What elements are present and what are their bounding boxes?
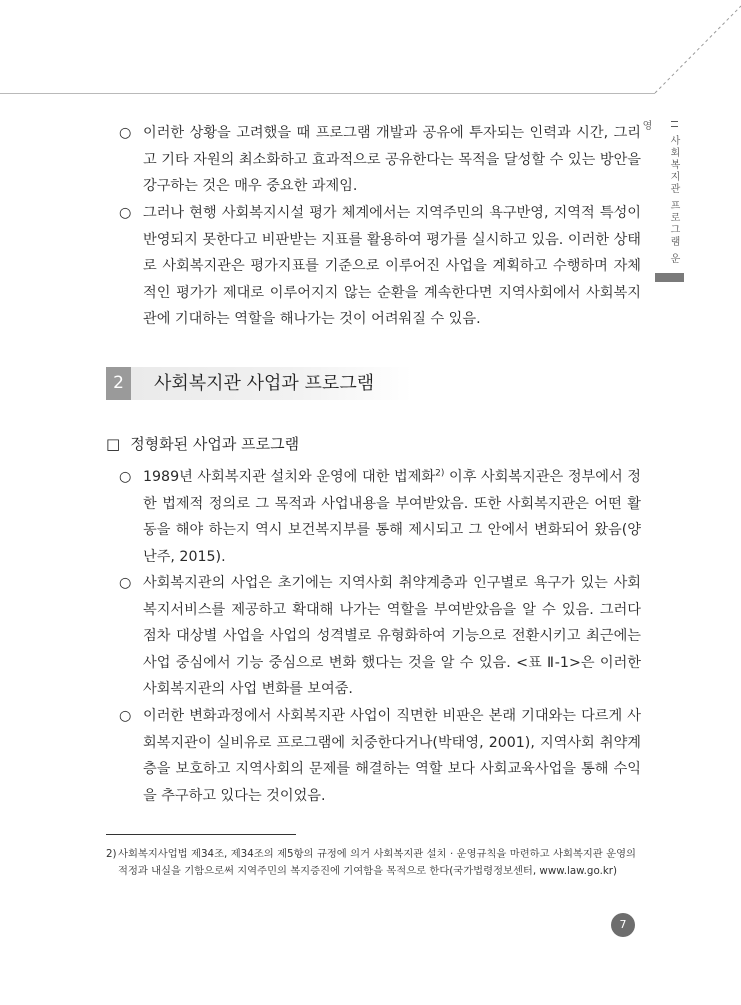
paragraph-text-part: 이후 사회복지관은 정부에서 정한 법제적 정의로 그 목적과 사업내용을 부여받았음. 또한 사회복지관은 어떤 활동을 해야 하는지 역시 보건복지부를 통해 제시되고 그 안에서 변화되어 왔음(양난주, 2015). bbox=[143, 469, 641, 565]
footnote-ref: 2) bbox=[435, 468, 445, 479]
section-title: 사회복지관 사업과 프로그램 bbox=[154, 373, 375, 394]
footnote bbox=[106, 846, 636, 880]
section-number: 2 bbox=[106, 367, 131, 400]
footnote-text: 사회복지사업법 제34조, 제34조의 제5항의 규정에 의거 사회복지관 설치 · 운영규칙을 마련하고 사회복지관 운영의 적정과 내실을 기함으로써 지역주민의 복지증진에 기여함을 목적으로 한다(국가법령정보센터, www.law.go.kr) bbox=[118, 848, 636, 877]
subsection-heading bbox=[106, 433, 299, 455]
paragraph-text-part: 1989년 사회복지관 설치와 운영에 대한 법제화 bbox=[143, 469, 436, 485]
section-heading bbox=[106, 367, 412, 400]
footnote-divider bbox=[106, 834, 296, 835]
paragraph-text: 이러한 상황을 고려했을 때 프로그램 개발과 공유에 투자되는 인력과 시간, 그리고 기타 자원의 최소화하고 효과적으로 공유한다는 목적을 달성할 수 있는 방안을 강구하는 것은 매우 중요한 과제임. bbox=[143, 125, 641, 194]
bullet-circle: ○ bbox=[119, 575, 132, 591]
intro-paragraph-2 bbox=[119, 200, 641, 333]
bullet-circle: ○ bbox=[119, 125, 132, 141]
corner-decoration bbox=[0, 0, 741, 100]
body-paragraph-2 bbox=[119, 570, 641, 703]
paragraph-text bbox=[143, 464, 641, 570]
paragraph-text: 그러나 현행 사회복지시설 평가 체계에서는 지역주민의 욕구반영, 지역적 특성이 반영되지 못한다고 비판받는 지표를 활용하여 평가를 실시하고 있음. 이러한 상태로 사회복지관은 평가지표를 기준으로 이루어진 사업을 계획하고 수행하며 자체적인 평가가 제대로 이루어지지 않는 순환을 계속한다면 지역사회에서 사회복지관에 기대하는 역할을 해나가는 것이 어려워질 수 있음. bbox=[143, 205, 641, 327]
bullet-circle: ○ bbox=[119, 205, 132, 221]
paragraph-text: 이러한 변화과정에서 사회복지관 사업이 직면한 비판은 본래 기대와는 다르게 사회복지관이 실비유로 프로그램에 치중한다거나(박태영, 2001), 지역사회 취약계층을 보호하고 지역사회의 문제를 해결하는 역할 보다 사회교육사업을 통해 수익을 추구하고 있다는 것이었음. bbox=[143, 708, 641, 804]
body-paragraph-3 bbox=[119, 703, 641, 809]
body-paragraph-1 bbox=[119, 464, 641, 570]
page-number: 7 bbox=[611, 913, 635, 937]
footnote-number: 2) bbox=[106, 848, 117, 860]
bullet-circle: ○ bbox=[119, 469, 132, 485]
subsection-title: 정형화된 사업과 프로그램 bbox=[130, 435, 300, 453]
chapter-side-bar bbox=[655, 273, 684, 282]
paragraph-text: 사회복지관의 사업은 초기에는 지역사회 취약계층과 인구별로 욕구가 있는 사회복지서비스를 제공하고 확대해 나가는 역할을 부여받았음을 알 수 있음. 그러다 점차 대상별 사업을 사업의 성격별로 유형화하여 기능으로 전환시키고 최근에는 사업 중심에서 기능 중심으로 변화 했다는 것을 알 수 있음. <표 Ⅱ-1>은 이러한 사회복지관의 사업 변화를 보여줌. bbox=[143, 575, 641, 697]
checkbox-square-icon: □ bbox=[106, 435, 121, 453]
header-rule bbox=[0, 93, 655, 94]
bullet-circle: ○ bbox=[119, 708, 132, 724]
chapter-side-tab: II 사회복지관 프로그램 운영 bbox=[640, 120, 679, 266]
intro-paragraph-1 bbox=[119, 120, 641, 200]
